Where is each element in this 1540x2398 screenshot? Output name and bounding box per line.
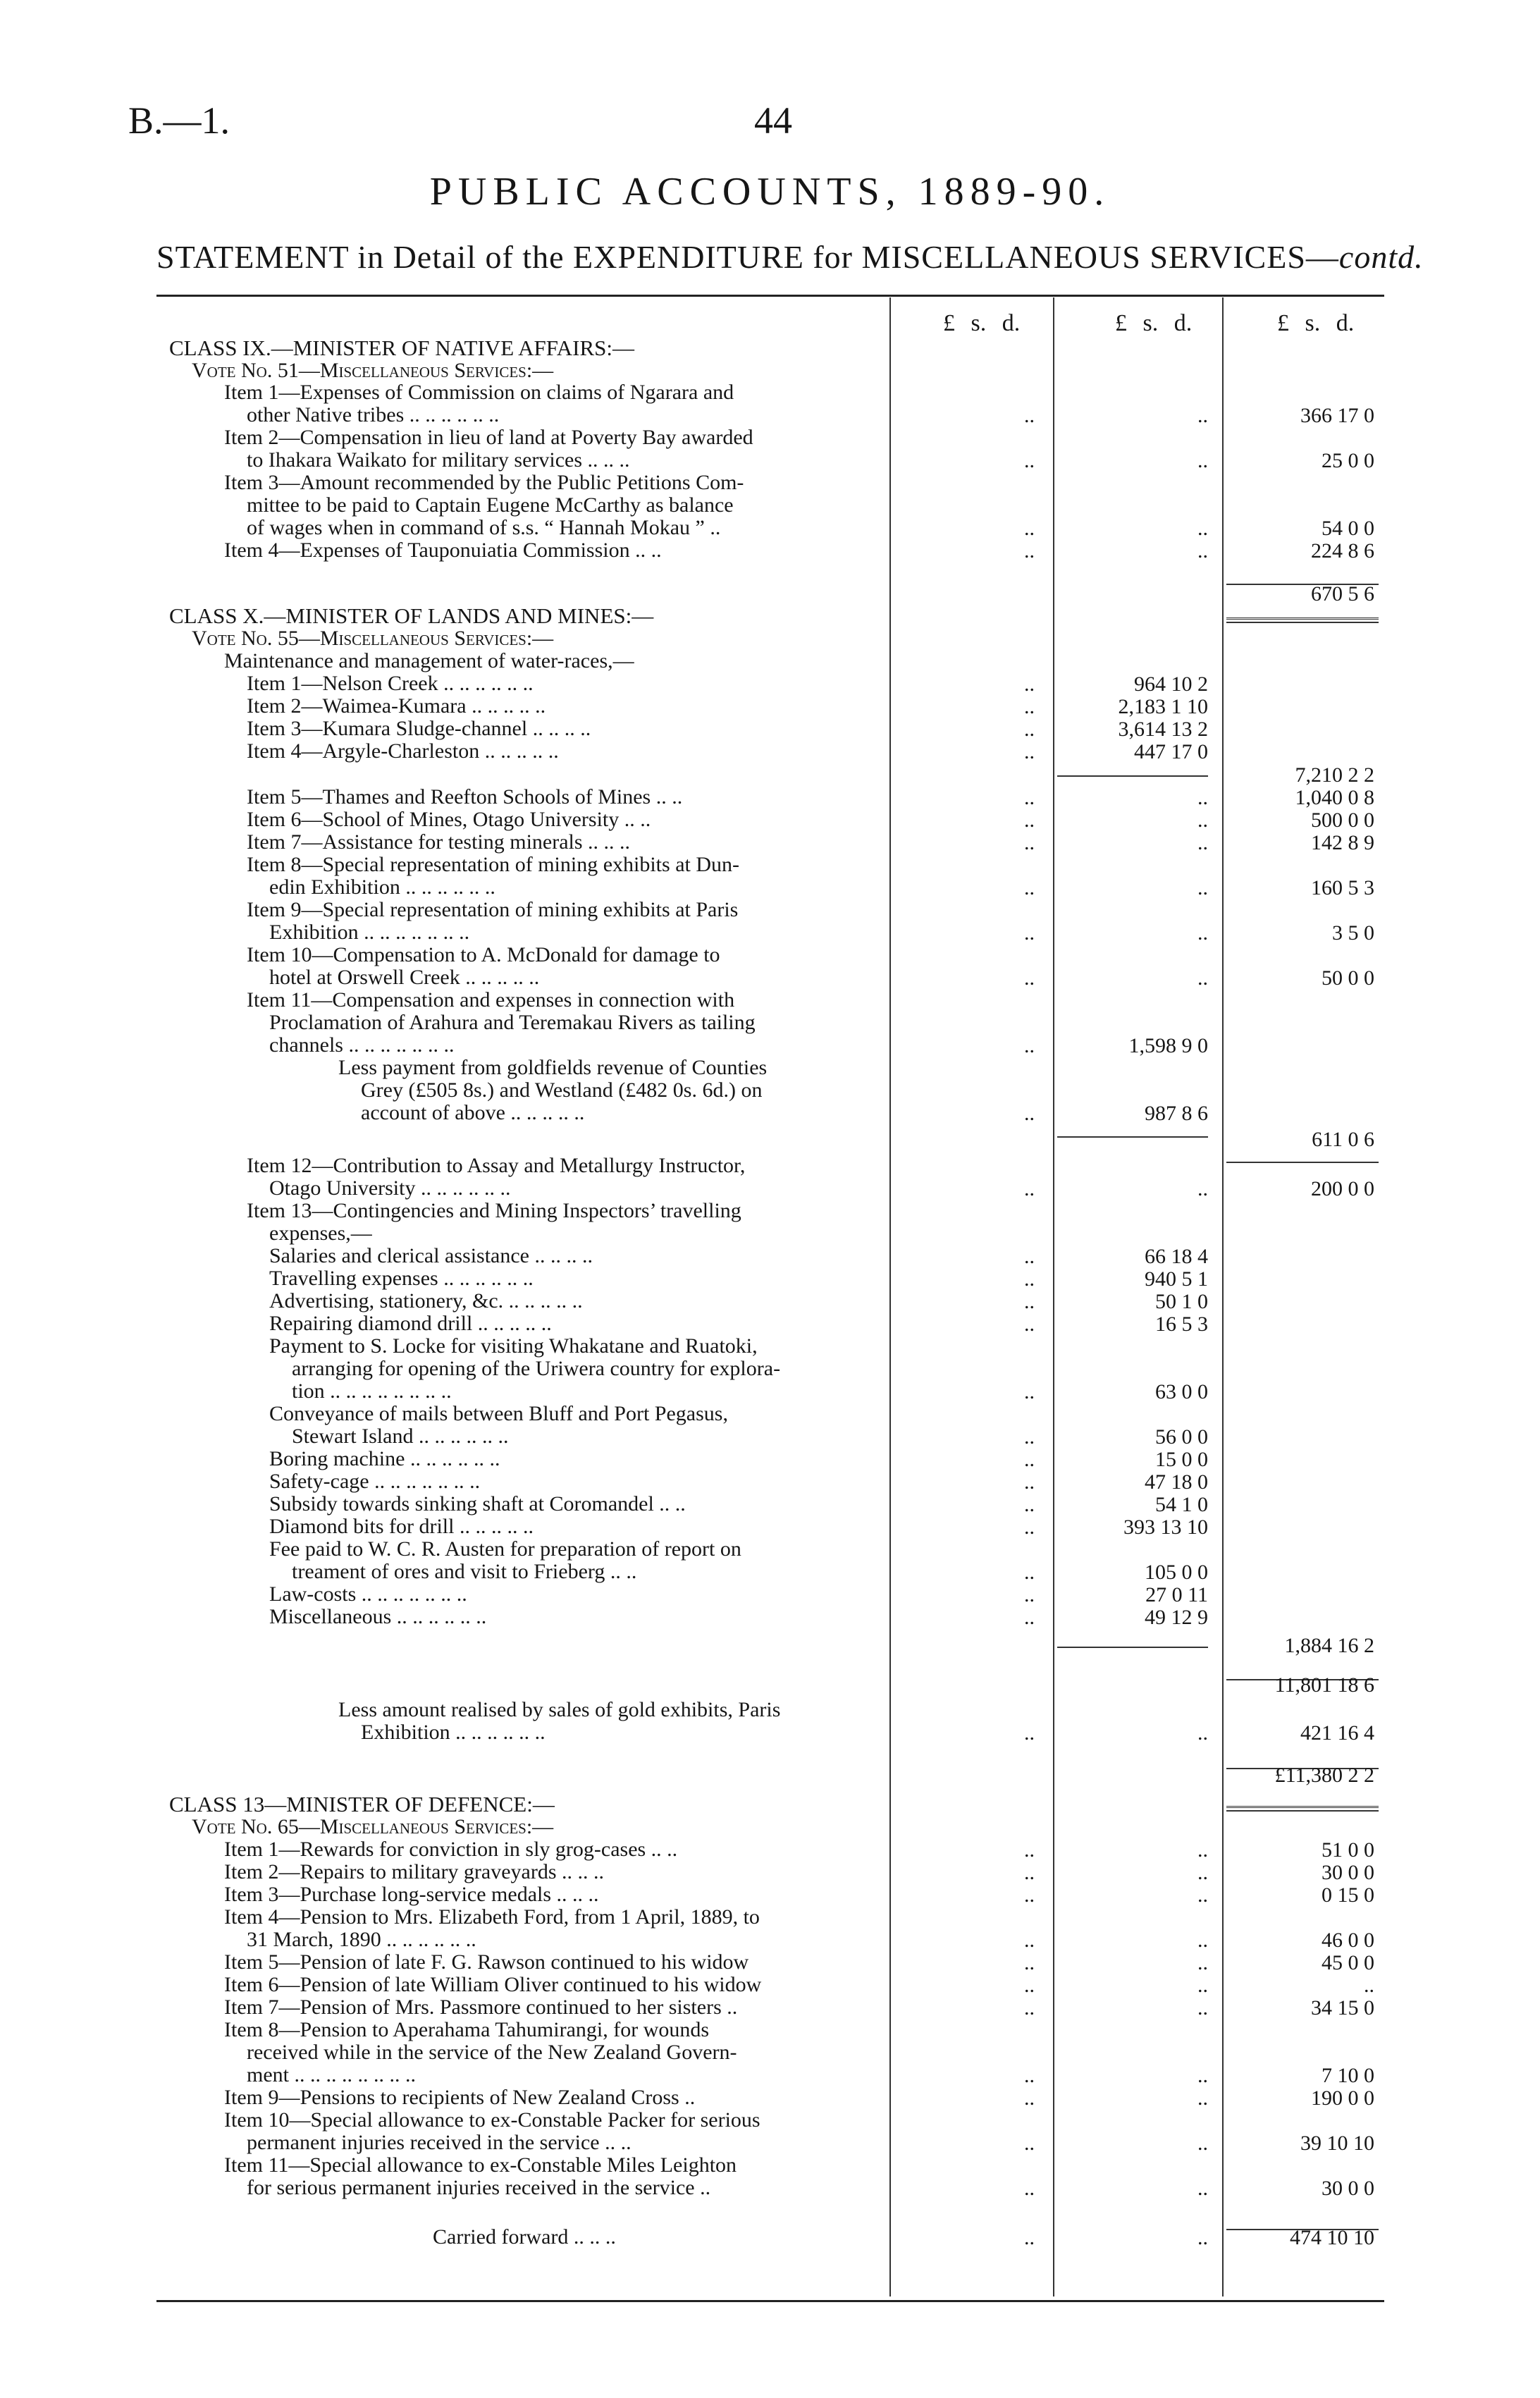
row-description: Item 8—Special representation of mining exhibits at Dun- [247,853,739,876]
row-description: Item 5—Pension of late F. G. Rawson continued to his widow [224,1950,749,1974]
row-description: treament of ores and visit to Frieberg .. .. [292,1560,637,1583]
table-row [0,381,1540,404]
table-row [0,763,1540,787]
row-description: Carried forward .. .. .. [433,2225,616,2249]
amount-c2: .. [1197,449,1208,472]
table-row [0,1128,1540,1151]
table-row [0,336,1540,360]
amount-c2: .. [1197,966,1208,990]
amount-c3: 11,801 18 6 [1274,1673,1374,1697]
table-row [0,1838,1540,1862]
row-description: expenses,— [269,1222,372,1245]
row-description: Item 4—Argyle-Charleston .. .. .. .. .. [247,739,559,763]
amount-c2: .. [1197,1861,1208,1884]
row-description: Item 3—Kumara Sludge-channel .. .. .. .. [247,717,591,740]
table-row [0,471,1540,494]
amount-c2: .. [1197,921,1208,945]
table-row [0,785,1540,809]
amount-c1: .. [1024,876,1035,899]
amount-c3: 34 15 0 [1311,1996,1374,2019]
amount-c2: 27 0 11 [1145,1583,1208,1606]
subtotal-rule [1057,775,1208,777]
table-row [0,1101,1540,1125]
amount-c2: 105 0 0 [1145,1561,1208,1584]
amount-c3: 200 0 0 [1311,1177,1374,1200]
amount-c2: .. [1197,808,1208,832]
row-description: edin Exhibition .. .. .. .. .. .. [269,875,495,899]
amount-c3: .. [1364,1974,1374,1997]
table-row [0,1815,1540,1838]
row-description: Payment to S. Locke for visiting Whakatane and Ruatoki, [269,1334,758,1358]
row-description: Item 2—Compensation in lieu of land at Poverty Bay awarded [224,426,753,449]
row-description: CLASS IX.—MINISTER OF NATIVE AFFAIRS:— [169,336,634,360]
amount-c1: .. [1024,1996,1035,2019]
table-row [0,1447,1540,1471]
amount-c1: .. [1024,1583,1035,1606]
page-reference: B.—1. [128,99,230,142]
amount-c2: .. [1197,539,1208,562]
subtotal-rule [1057,1136,1208,1138]
amount-c2: .. [1197,1838,1208,1862]
amount-c1: .. [1024,1493,1035,1516]
amount-c1: .. [1024,672,1035,696]
table-row [0,943,1540,966]
table-row [0,516,1540,540]
table-row [0,1312,1540,1336]
amount-c1: .. [1024,966,1035,990]
row-description: Item 3—Purchase long-service medals .. .. .. [224,1883,599,1906]
row-description: Exhibition .. .. .. .. .. .. [361,1721,546,1744]
amount-c3: 7,210 2 2 [1295,763,1374,787]
row-description: Item 10—Compensation to A. McDonald for damage to [247,943,720,966]
amount-c3: 46 0 0 [1322,1929,1374,1952]
row-description: 31 March, 1890 .. .. .. .. .. .. [247,1928,476,1951]
table-row [0,2018,1540,2041]
row-description: Item 12—Contribution to Assay and Metallurgy Instructor, [247,1154,746,1177]
amount-c2: .. [1197,876,1208,899]
table-row [0,1698,1540,1721]
amount-c3: 3 5 0 [1332,921,1374,945]
row-description: Item 7—Pension of Mrs. Passmore continued to her sisters .. [224,1996,738,2019]
amount-c2: .. [1197,1721,1208,1745]
amount-c2: .. [1197,831,1208,854]
amount-c3: 25 0 0 [1322,449,1374,472]
row-description: other Native tribes .. .. .. .. .. .. [247,403,500,426]
row-description: Vote No. 55—Miscellaneous Services:— [192,627,554,650]
row-description: Maintenance and management of water-races,— [224,649,634,672]
amount-c3: 224 8 6 [1311,539,1374,562]
row-description: Item 2—Waimea-Kumara .. .. .. .. .. [247,694,546,718]
row-description: Subsidy towards sinking shaft at Coromandel .. .. [269,1492,686,1515]
row-description: Law-costs .. .. .. .. .. .. .. [269,1582,467,1606]
amount-c2: .. [1197,1883,1208,1907]
amount-c2: 393 13 10 [1123,1515,1208,1539]
table-row [0,603,1540,628]
row-description: Grey (£505 8s.) and Westland (£482 0s. 6d.) on [361,1078,763,1102]
row-description: account of above .. .. .. .. .. [361,1101,585,1124]
amount-c1: .. [1024,2226,1035,2249]
amount-c3: 670 5 6 [1311,582,1374,605]
amount-c1: .. [1024,449,1035,472]
amount-c1: .. [1024,1861,1035,1884]
row-description: Less payment from goldfields revenue of Counties [338,1056,768,1079]
amount-c3: 421 16 4 [1300,1721,1374,1745]
page-number: 44 [754,99,792,142]
amount-c2: 940 5 1 [1145,1267,1208,1291]
amount-c1: .. [1024,1470,1035,1494]
row-description: for serious permanent injuries received in the service .. [247,2176,711,2199]
amount-c2: .. [1197,1929,1208,1952]
row-description: Item 10—Special allowance to ex-Constable Packer for serious [224,2108,760,2132]
amount-c1: .. [1024,1380,1035,1403]
table-row [0,1673,1540,1697]
row-description: mittee to be paid to Captain Eugene McCarthy as balance [247,493,734,517]
row-description: arranging for opening of the Uriwera country for explora- [292,1357,781,1380]
amount-c1: .. [1024,786,1035,809]
subtitle-main: STATEMENT in Detail of the EXPENDITURE for MISCELLANEOUS SERVICES— [156,239,1339,275]
row-description: Item 9—Pensions to recipients of New Zealand Cross .. [224,2086,696,2109]
table-row [0,1764,1540,1787]
table-row [0,1634,1540,1657]
table-row [0,2176,1540,2200]
amount-c3: 30 0 0 [1322,2177,1374,2200]
amount-c2: .. [1197,517,1208,540]
amount-c3: 474 10 10 [1290,2226,1374,2249]
row-description: Travelling expenses .. .. .. .. .. .. [269,1267,534,1290]
subtotal-rule [1226,1162,1379,1163]
row-description: Item 11—Special allowance to ex-Constable Miles Leighton [224,2153,737,2177]
amount-c3: 39 10 10 [1300,2132,1374,2155]
amount-c2: .. [1197,2226,1208,2249]
row-description: tion .. .. .. .. .. .. .. .. [292,1379,452,1403]
table-row [0,2063,1540,2087]
table-row [0,1928,1540,1952]
amount-c1: .. [1024,404,1035,427]
row-description: Item 4—Expenses of Tauponuiatia Commission .. .. [224,539,662,562]
amount-c3: 160 5 3 [1311,876,1374,899]
amount-c1: .. [1024,1177,1035,1200]
amount-c2: 3,614 13 2 [1118,718,1208,741]
amount-c3: 142 8 9 [1311,831,1374,854]
amount-c2: .. [1197,2064,1208,2087]
table-row [0,808,1540,832]
table-row [0,649,1540,672]
row-description: Vote No. 51—Miscellaneous Services:— [192,359,554,382]
row-description: to Ihakara Waikato for military services .. .. .. [247,448,630,472]
table-row [0,672,1540,696]
amount-c1: .. [1024,539,1035,562]
amount-c1: .. [1024,1838,1035,1862]
amount-c1: .. [1024,1312,1035,1336]
amount-c2: .. [1197,2177,1208,2200]
row-description: hotel at Orswell Creek .. .. .. .. .. [269,966,540,989]
amount-c1: .. [1024,740,1035,763]
table-row [0,2041,1540,2064]
row-description: Vote No. 65—Miscellaneous Services:— [192,1815,554,1838]
row-description: Safety-cage .. .. .. .. .. .. .. [269,1470,481,1493]
amount-c3: 45 0 0 [1322,1951,1374,1974]
subtitle-contd: contd. [1338,239,1424,275]
amount-c1: .. [1024,2064,1035,2087]
amount-c3: 500 0 0 [1311,808,1374,832]
amount-c3: 30 0 0 [1322,1861,1374,1884]
table-row [0,1973,1540,1997]
amount-c2: 16 5 3 [1155,1312,1208,1336]
amount-c1: .. [1024,808,1035,832]
row-description: Item 3—Amount recommended by the Public Petitions Com- [224,471,744,494]
amount-c1: .. [1024,1245,1035,1268]
row-description: ment .. .. .. .. .. .. .. .. [247,2063,416,2086]
row-description: permanent injuries received in the service .. .. [247,2131,632,2154]
table-row [0,2131,1540,2155]
amount-c1: .. [1024,517,1035,540]
row-description: Conveyance of mails between Bluff and Port Pegasus, [269,1402,728,1425]
table-row [0,1244,1540,1268]
row-description: Exhibition .. .. .. .. .. .. .. [269,921,470,944]
amount-c1: .. [1024,1561,1035,1584]
amount-c1: .. [1024,1883,1035,1907]
subtotal-rule [1057,1647,1208,1648]
table-row [0,1267,1540,1291]
row-description: Advertising, stationery, &c. .. .. .. .. .. [269,1289,583,1312]
row-description: Item 11—Compensation and expenses in connection with [247,988,735,1012]
row-description: Item 8—Pension to Aperahama Tahumirangi, for wounds [224,2018,710,2041]
row-description: Proclamation of Arahura and Teremakau Rivers as tailing [269,1011,756,1034]
table-row [0,853,1540,876]
table-row [0,966,1540,990]
amount-c3: 7 10 0 [1322,2064,1374,2087]
column-header-2: £ s. d. [1115,310,1193,336]
amount-c2: 63 0 0 [1155,1380,1208,1403]
row-description: Item 9—Special representation of mining exhibits at Paris [247,898,739,921]
amount-c2: .. [1197,1996,1208,2019]
row-description: Otago University .. .. .. .. .. .. [269,1176,511,1200]
table-row [0,1721,1540,1745]
table-row [0,898,1540,921]
amount-c1: .. [1024,1951,1035,1974]
amount-c2: .. [1197,1177,1208,1200]
amount-c2: 1,598 9 0 [1128,1034,1208,1057]
row-description: CLASS X.—MINISTER OF LANDS AND MINES:— [169,603,654,628]
row-description: Boring machine .. .. .. .. .. .. [269,1447,500,1470]
amount-c3: 1,884 16 2 [1284,1634,1374,1657]
amount-c2: .. [1197,2132,1208,2155]
row-description: Miscellaneous .. .. .. .. .. .. [269,1605,487,1628]
row-description: Item 6—Pension of late William Oliver continued to his widow [224,1973,762,1996]
table-row [0,1056,1540,1079]
amount-c1: .. [1024,1974,1035,1997]
amount-c1: .. [1024,1267,1035,1291]
table-row [0,1470,1540,1494]
amount-c1: .. [1024,695,1035,718]
table-row [0,1492,1540,1516]
amount-c2: 56 0 0 [1155,1425,1208,1449]
row-description: Less amount realised by sales of gold exhibits, Paris [338,1698,781,1721]
amount-c3: 0 15 0 [1322,1883,1374,1907]
table-row [0,403,1540,427]
amount-c3: 190 0 0 [1311,2086,1374,2110]
table-row [0,1357,1540,1380]
row-description: Item 1—Rewards for conviction in sly grog-cases .. .. [224,1838,678,1861]
row-description: Item 7—Assistance for testing minerals .. .. .. [247,830,631,854]
table-row [0,1860,1540,1884]
row-description: Item 1—Nelson Creek .. .. .. .. .. .. [247,672,534,695]
amount-c3: 50 0 0 [1322,966,1374,990]
column-header-3: £ s. d. [1277,310,1355,336]
amount-c1: .. [1024,1425,1035,1449]
amount-c3: 611 0 6 [1312,1128,1374,1151]
amount-c1: .. [1024,1721,1035,1745]
row-description: Diamond bits for drill .. .. .. .. .. [269,1515,534,1538]
amount-c2: 49 12 9 [1145,1606,1208,1629]
amount-c3: 1,040 0 8 [1295,786,1374,809]
table-row [0,1883,1540,1907]
row-description: Item 5—Thames and Reefton Schools of Mines .. .. [247,785,683,808]
table-row [0,426,1540,449]
amount-c3: £11,380 2 2 [1274,1764,1374,1787]
amount-c1: .. [1024,2177,1035,2200]
table-row [0,1011,1540,1034]
amount-c1: .. [1024,1448,1035,1471]
row-description: of wages when in command of s.s. “ Hannah Mokau ” .. [247,516,721,539]
table-row [0,717,1540,741]
amount-c1: .. [1024,2132,1035,2155]
amount-c3: 54 0 0 [1322,517,1374,540]
table-row [0,1605,1540,1629]
amount-c2: .. [1197,1974,1208,1997]
amount-c2: 964 10 2 [1134,672,1208,696]
amount-c1: .. [1024,1515,1035,1539]
row-description: Fee paid to W. C. R. Austen for preparation of report on [269,1537,741,1561]
table-row [0,1560,1540,1584]
row-description: Item 13—Contingencies and Mining Inspectors’ travelling [247,1199,741,1222]
table-row [0,1289,1540,1313]
amount-c1: .. [1024,2086,1035,2110]
amount-c1: .. [1024,1929,1035,1952]
amount-c2: 47 18 0 [1145,1470,1208,1494]
row-description: Item 4—Pension to Mrs. Elizabeth Ford, from 1 April, 1889, to [224,1905,760,1929]
page-title: PUBLIC ACCOUNTS, 1889-90. [429,170,1111,214]
row-description: Repairing diamond drill .. .. .. .. .. [269,1312,552,1335]
table-row [0,1154,1540,1177]
row-description: channels .. .. .. .. .. .. .. [269,1033,455,1057]
amount-c2: 66 18 4 [1145,1245,1208,1268]
row-description: Item 1—Expenses of Commission on claims of Ngarara and [224,381,734,404]
row-description: Item 2—Repairs to military graveyards .. .. .. [224,1860,605,1883]
column-header-1: £ s. d. [943,310,1021,336]
amount-c3: 366 17 0 [1300,404,1374,427]
row-description: Item 6—School of Mines, Otago University .. .. [247,808,651,831]
amount-c1: .. [1024,1034,1035,1057]
amount-c2: 54 1 0 [1155,1493,1208,1516]
row-description: CLASS 13—MINISTER OF DEFENCE:— [169,1792,555,1816]
statement-subtitle [156,238,1424,276]
amount-c2: 447 17 0 [1134,740,1208,763]
amount-c2: .. [1197,1951,1208,1974]
amount-c1: .. [1024,718,1035,741]
table-row [0,359,1540,382]
amount-c2: .. [1197,404,1208,427]
table-row [0,988,1540,1012]
amount-c3: 51 0 0 [1322,1838,1374,1862]
amount-c1: .. [1024,921,1035,945]
table-row [0,1199,1540,1222]
amount-c2: 50 1 0 [1155,1290,1208,1313]
row-description: received while in the service of the New Zealand Govern- [247,2041,737,2064]
amount-c1: .. [1024,1102,1035,1125]
table-row [0,627,1540,650]
table-row [0,1515,1540,1539]
amount-c2: 15 0 0 [1155,1448,1208,1471]
row-description: Salaries and clerical assistance .. .. .. .. [269,1244,593,1267]
amount-c1: .. [1024,831,1035,854]
table-row [0,2086,1540,2110]
amount-c1: .. [1024,1290,1035,1313]
table-row [0,1402,1540,1425]
row-description: Stewart Island .. .. .. .. .. .. [292,1425,509,1448]
amount-c2: 2,183 1 10 [1118,695,1208,718]
amount-c2: .. [1197,786,1208,809]
amount-c1: .. [1024,1606,1035,1629]
amount-c2: 987 8 6 [1145,1102,1208,1125]
amount-c2: .. [1197,2086,1208,2110]
